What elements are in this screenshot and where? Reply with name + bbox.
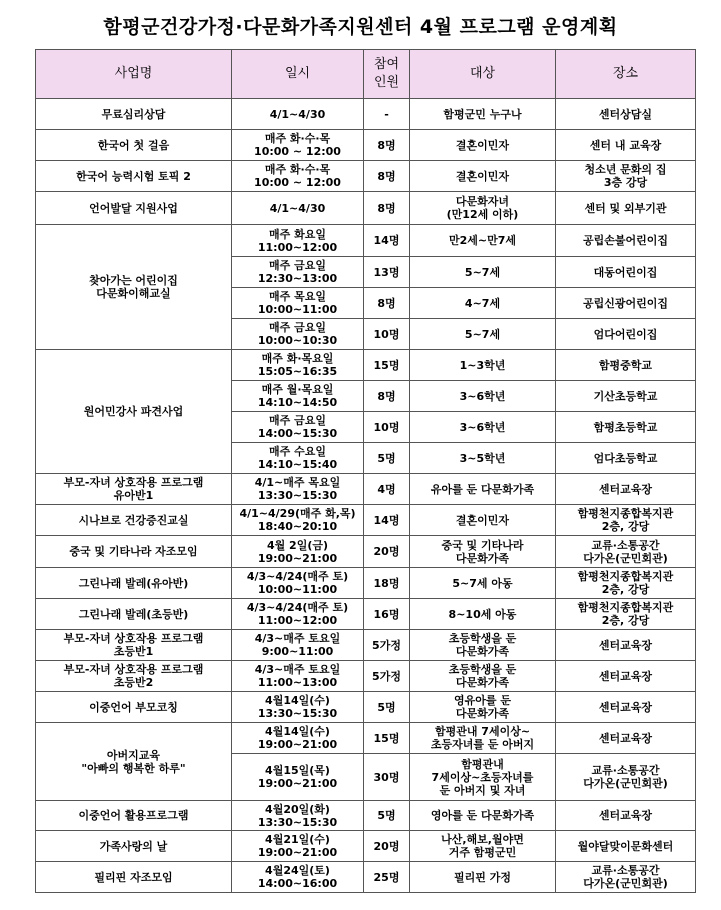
- participants-cell: 8명: [364, 161, 410, 192]
- table-row: [36, 505, 696, 536]
- table-row: [36, 692, 696, 723]
- target-cell: 중국 및 기타나라 다문화가족: [410, 536, 556, 568]
- participants-cell: 5가정: [364, 661, 410, 692]
- datetime-cell: 4/1~4/29(매주 화,목) 18:40~20:10: [232, 505, 364, 536]
- table-row: [36, 192, 696, 225]
- location-cell: 엄다어린이집: [556, 319, 696, 350]
- participants-cell: 15명: [364, 723, 410, 754]
- participants-cell: 5가정: [364, 630, 410, 661]
- participants-cell: 5명: [364, 443, 410, 474]
- datetime-cell: 4/1~4/30: [232, 192, 364, 225]
- participants-cell: 18명: [364, 568, 410, 599]
- program-cell: 필리핀 자조모임: [36, 862, 232, 893]
- datetime-cell: 매주 금요일 14:00~15:30: [232, 412, 364, 443]
- program-cell: 그린나래 발레(초등반): [36, 599, 232, 630]
- program-cell: 그린나래 발레(유아반): [36, 568, 232, 599]
- location-cell: 엄다초등학교: [556, 443, 696, 474]
- target-cell: 함평관내 7세이상~ 초등자녀를 둔 아버지: [410, 723, 556, 754]
- participants-cell: 20명: [364, 831, 410, 862]
- datetime-cell: 4/1~4/30: [232, 99, 364, 130]
- participants-cell: 15명: [364, 350, 410, 381]
- page-title: 함평군건강가정·다문화가족지원센터 4월 프로그램 운영계획: [103, 16, 618, 38]
- target-cell: 나산,해보,월야면 거주 함평군민: [410, 831, 556, 862]
- program-schedule-table: [35, 49, 696, 893]
- datetime-cell: 4월15일(목) 19:00~21:00: [232, 754, 364, 801]
- location-cell: 센터교육장: [556, 723, 696, 754]
- target-cell: 결혼이민자: [410, 161, 556, 192]
- target-cell: 결혼이민자: [410, 505, 556, 536]
- participants-cell: 5명: [364, 801, 410, 831]
- target-cell: 4~7세: [410, 288, 556, 319]
- header-participants: 참여 인원: [364, 50, 410, 99]
- location-cell: 교류·소통공간 다가온(군민회관): [556, 754, 696, 801]
- location-cell: 청소년 문화의 집 3층 강당: [556, 161, 696, 192]
- participants-cell: 14명: [364, 225, 410, 257]
- location-cell: 센터 내 교육장: [556, 130, 696, 161]
- target-cell: 3~5학년: [410, 443, 556, 474]
- participants-cell: 5명: [364, 692, 410, 723]
- participants-cell: 10명: [364, 319, 410, 350]
- header-datetime: 일시: [232, 50, 364, 99]
- datetime-cell: 4월20일(화) 13:30~15:30: [232, 801, 364, 831]
- table-row: [36, 568, 696, 599]
- datetime-cell: 4/3~4/24(매주 토) 11:00~12:00: [232, 599, 364, 630]
- table-row: [36, 831, 696, 862]
- table-row: [36, 599, 696, 630]
- table-row: [36, 862, 696, 893]
- participants-cell: 4명: [364, 474, 410, 505]
- table-row: [36, 225, 696, 257]
- location-cell: 월야달맞이문화센터: [556, 831, 696, 862]
- location-cell: 센터교육장: [556, 630, 696, 661]
- location-cell: 센터교육장: [556, 661, 696, 692]
- datetime-cell: 4월 2일(금) 19:00~21:00: [232, 536, 364, 568]
- target-cell: 초등학생을 둔 다문화가족: [410, 661, 556, 692]
- table-row: [36, 536, 696, 568]
- location-cell: 대동어린이집: [556, 257, 696, 288]
- header-program: 사업명: [36, 50, 232, 99]
- datetime-cell: 4월24일(토) 14:00~16:00: [232, 862, 364, 893]
- target-cell: 5~7세: [410, 319, 556, 350]
- location-cell: 함평천지종합복지관 2층, 강당: [556, 505, 696, 536]
- table-row: [36, 130, 696, 161]
- location-cell: 교류·소통공간 다가온(군민회관): [556, 536, 696, 568]
- program-cell: 부모-자녀 상호작용 프로그램 초등반2: [36, 661, 232, 692]
- program-cell: 가족사랑의 날: [36, 831, 232, 862]
- datetime-cell: 4월14일(수) 13:30~15:30: [232, 692, 364, 723]
- participants-cell: 8명: [364, 192, 410, 225]
- table-row: [36, 350, 696, 381]
- table-header-row: [36, 50, 696, 99]
- location-cell: 공립신광어린이집: [556, 288, 696, 319]
- location-cell: 센터교육장: [556, 692, 696, 723]
- participants-cell: 16명: [364, 599, 410, 630]
- location-cell: 함평천지종합복지관 2층, 강당: [556, 568, 696, 599]
- program-cell: 무료심리상담: [36, 99, 232, 130]
- target-cell: 유아를 둔 다문화가족: [410, 474, 556, 505]
- datetime-cell: 4월21일(수) 19:00~21:00: [232, 831, 364, 862]
- target-cell: 영유아를 둔 다문화가족: [410, 692, 556, 723]
- datetime-cell: 매주 화·수·목 10:00 ~ 12:00: [232, 161, 364, 192]
- location-cell: 공립손불어린이집: [556, 225, 696, 257]
- program-cell: 부모-자녀 상호작용 프로그램 유아반1: [36, 474, 232, 505]
- datetime-cell: 4/1~매주 목요일 13:30~15:30: [232, 474, 364, 505]
- participants-cell: 14명: [364, 505, 410, 536]
- target-cell: 3~6학년: [410, 412, 556, 443]
- location-cell: 센터 및 외부기관: [556, 192, 696, 225]
- table-row: [36, 161, 696, 192]
- location-cell: 센터교육장: [556, 801, 696, 831]
- target-cell: 초등학생을 둔 다문화가족: [410, 630, 556, 661]
- table-row: [36, 630, 696, 661]
- datetime-cell: 매주 금요일 12:30~13:00: [232, 257, 364, 288]
- table-row: [36, 99, 696, 130]
- location-cell: 함평초등학교: [556, 412, 696, 443]
- datetime-cell: 매주 금요일 10:00~10:30: [232, 319, 364, 350]
- participants-cell: 8명: [364, 130, 410, 161]
- table-row: [36, 723, 696, 754]
- datetime-cell: 매주 화요일 11:00~12:00: [232, 225, 364, 257]
- datetime-cell: 매주 화·수·목 10:00 ~ 12:00: [232, 130, 364, 161]
- target-cell: 5~7세: [410, 257, 556, 288]
- datetime-cell: 매주 수요일 14:10~15:40: [232, 443, 364, 474]
- target-cell: 1~3학년: [410, 350, 556, 381]
- location-cell: 함평중학교: [556, 350, 696, 381]
- target-cell: 다문화자녀 (만12세 이하): [410, 192, 556, 225]
- datetime-cell: 매주 화·목요일 15:05~16:35: [232, 350, 364, 381]
- program-cell: 이중언어 부모코칭: [36, 692, 232, 723]
- location-cell: 함평천지종합복지관 2층, 강당: [556, 599, 696, 630]
- datetime-cell: 매주 목요일 10:00~11:00: [232, 288, 364, 319]
- header-location: 장소: [556, 50, 696, 99]
- program-cell: 중국 및 기타나라 자조모임: [36, 536, 232, 568]
- table-row: [36, 801, 696, 831]
- location-cell: 교류·소통공간 다가온(군민회관): [556, 862, 696, 893]
- program-cell: 한국어 능력시험 토픽 2: [36, 161, 232, 192]
- location-cell: 기산초등학교: [556, 381, 696, 412]
- participants-cell: 25명: [364, 862, 410, 893]
- header-target: 대상: [410, 50, 556, 99]
- table-row: [36, 661, 696, 692]
- participants-cell: 8명: [364, 288, 410, 319]
- target-cell: 만2세~만7세: [410, 225, 556, 257]
- target-cell: 3~6학년: [410, 381, 556, 412]
- datetime-cell: 4/3~매주 토요일 9:00~11:00: [232, 630, 364, 661]
- datetime-cell: 4/3~매주 토요일 11:00~13:00: [232, 661, 364, 692]
- participants-cell: 10명: [364, 412, 410, 443]
- target-cell: 영아를 둔 다문화가족: [410, 801, 556, 831]
- location-cell: 센터상담실: [556, 99, 696, 130]
- target-cell: 8~10세 아동: [410, 599, 556, 630]
- location-cell: 센터교육장: [556, 474, 696, 505]
- program-cell: 아버지교육 "아빠의 행복한 하루": [36, 723, 232, 801]
- participants-cell: 20명: [364, 536, 410, 568]
- program-cell: 부모-자녀 상호작용 프로그램 초등반1: [36, 630, 232, 661]
- program-cell: 시나브로 건강증진교실: [36, 505, 232, 536]
- target-cell: 함평군민 누구나: [410, 99, 556, 130]
- participants-cell: -: [364, 99, 410, 130]
- program-cell: 원어민강사 파견사업: [36, 350, 232, 474]
- table-row: [36, 474, 696, 505]
- program-cell: 한국어 첫 걸음: [36, 130, 232, 161]
- datetime-cell: 매주 월·목요일 14:10~14:50: [232, 381, 364, 412]
- participants-cell: 8명: [364, 381, 410, 412]
- participants-cell: 30명: [364, 754, 410, 801]
- program-cell: 언어발달 지원사업: [36, 192, 232, 225]
- target-cell: 필리핀 가정: [410, 862, 556, 893]
- program-cell: 찾아가는 어린이집 다문화이해교실: [36, 225, 232, 350]
- target-cell: 함평관내 7세이상~초등자녀를 둔 아버지 및 자녀: [410, 754, 556, 801]
- target-cell: 결혼이민자: [410, 130, 556, 161]
- datetime-cell: 4/3~4/24(매주 토) 10:00~11:00: [232, 568, 364, 599]
- target-cell: 5~7세 아동: [410, 568, 556, 599]
- datetime-cell: 4월14일(수) 19:00~21:00: [232, 723, 364, 754]
- program-cell: 이중언어 활용프로그램: [36, 801, 232, 831]
- participants-cell: 13명: [364, 257, 410, 288]
